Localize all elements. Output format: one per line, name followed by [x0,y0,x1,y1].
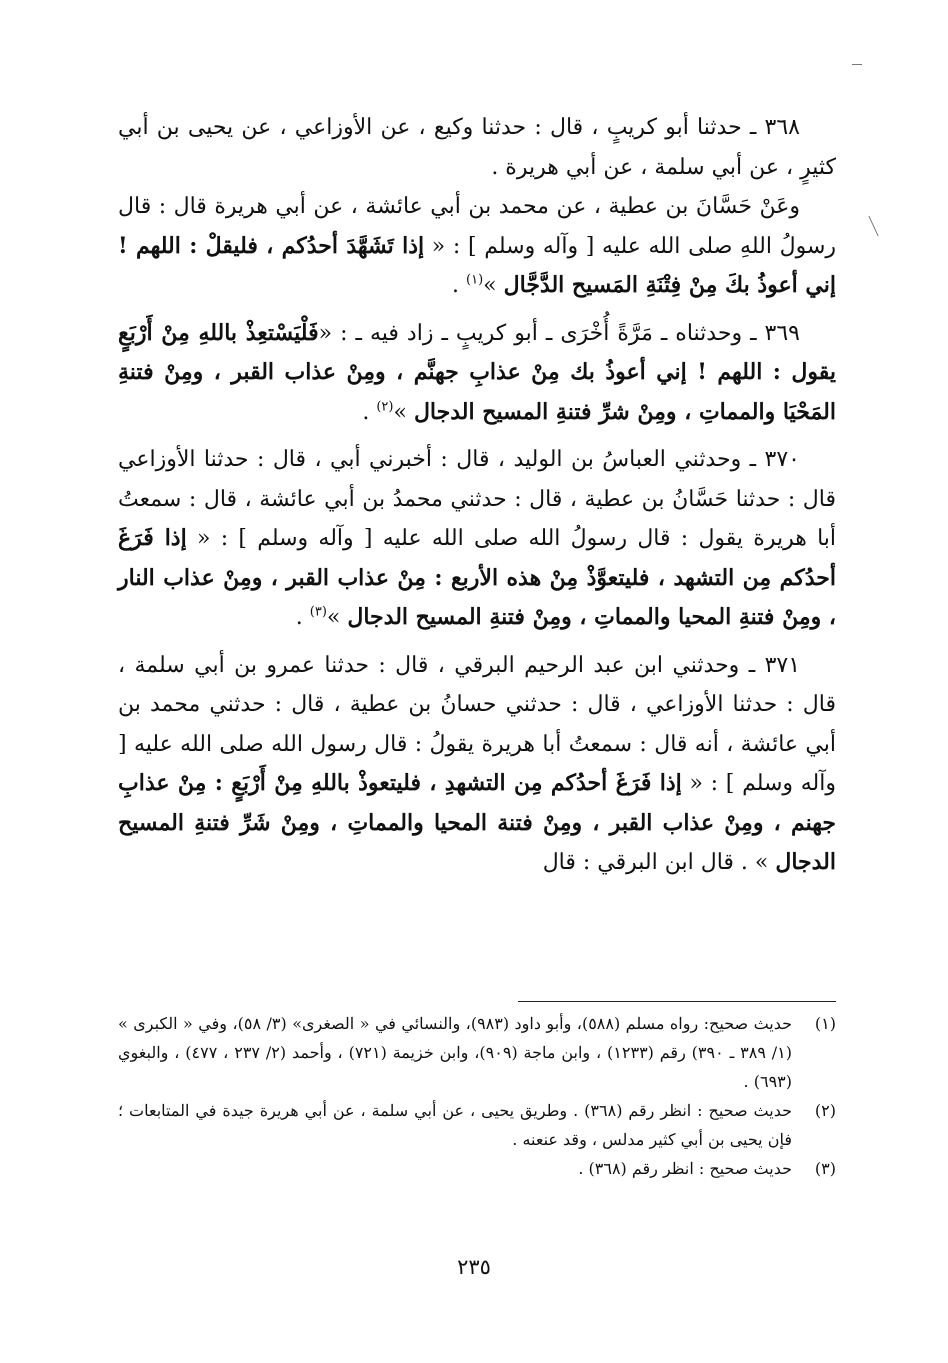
narration-text: ٣٧١ ـ وحدثني ابن عبد الرحيم البرقي ، قال : حدثنا عمرو بن أبي سلمة ، قال : حدثنا الأوزاعي ، قال : حدثني حسانُ بن عطية ، قال : حدثني محمد بن أبي عائشة ، أنه قال : سمعتُ أبا هريرة يقولُ : قال رسول الله صلى الله عليه [ وآله وسلم ] : « [118,652,836,796]
hadith-paragraph [118,314,836,433]
footnote-text: حديث صحيح : انظر رقم (٣٦٨) . وطريق يحيى ، عن أبي سلمة ، عن أبي هريرة جيدة في المتابعات ؛ فإن يحيى بن أبي كثير مدلس ، وقد عنعنه . [118,1101,793,1149]
page-number: ٢٣٥ [457,1255,491,1279]
hadith-paragraph [118,187,836,306]
narration-text: » [483,273,504,298]
footnote-divider [518,1001,836,1002]
footnote-reference: (١) [466,272,484,288]
hadith-quote: إذا فَرَغَ أحدُكم مِن التشهدِ ، فليتعوذْ باللهِ مِنْ أَرْبَعٍ : مِنْ عذابِ جهنم ، ومِنْ عذاب القبر ، ومِنْ فتنة المحيا والمماتِ ، ومِنْ شَرِّ فتنةِ المسيح الدجال [118,770,836,875]
narration-text: ٣٧٠ ـ وحدثني العباسُ بن الوليد ، قال : أخبرني أبي ، قال : حدثنا الأوزاعي قال : حدثنا حَسَّانُ بن عطية ، قال : حدثني محمدُ بن أبي عائشة ، قال : سمعتُ أبا هريرة يقول : قال رسولُ الله صلى الله عليه [ وآله وسلم ] : « [118,447,837,551]
hadith-paragraph [118,108,836,187]
narration-text: » [326,605,348,630]
footnote [118,1009,836,1096]
footnotes [118,1009,836,1183]
footnote-text: حديث صحيح : انظر رقم (٣٦٨) . [578,1159,792,1178]
narration-text: ٣٦٨ ـ حدثنا أبو كريبٍ ، قال : حدثنا وكيع ، عن الأوزاعي ، عن يحيى بن أبي كثيرٍ ، عن أبي سلمة ، عن أبي هريرة . [118,115,836,180]
narration-text: ٣٦٩ ـ وحدثناه ـ مَرَّةً أُخْرَى ـ أبو كريبٍ ـ زاد فيه ـ : « [318,320,800,346]
hadith-paragraph [118,440,836,638]
footnote-number: (١) [814,1014,836,1033]
footnote-reference: (٣) [309,604,327,620]
hadith-paragraph [118,646,836,883]
footnote [118,1096,836,1154]
footnote [118,1154,836,1183]
scan-mark [868,216,878,236]
scan-mark [852,64,862,65]
narration-text: » . قال ابن البرقي : قال [542,850,776,875]
narration-text: . [452,273,467,298]
narration-text: » [393,399,414,425]
hadith-quote: فَلْيَسْتعِذْ باللهِ مِنْ أَرْبَعٍ يقول : اللهم ! إني أعوذُ بك مِنْ عذابِ جهنَّم ، ومِنْ عذاب القبر ، ومِنْ فتنةِ المَحْيَا والمماتِ ، ومِنْ شرِّ فتنةِ المسيح الدجال [118,319,836,425]
footnote-number: (٢) [814,1101,836,1120]
footnote-number: (٣) [814,1159,836,1178]
main-text [118,108,836,883]
footnote-text: حديث صحيح: رواه مسلم (٥٨٨)، وأبو داود (٩٨٣)، والنسائي في « الصغرى» (٣/ ٥٨)، وفي « الكبرى » (١/ ٣٨٩ ـ ٣٩٠) رقم (١٢٣٣) ، وابن ماجة (٩٠٩)، وابن خزيمة (٧٢١) ، وأحمد (٢/ ٢٣٧ ، ٤٧٧) ، والبغوي (٦٩٣) . [118,1014,793,1091]
narration-text: وعَنْ حَسَّانَ بن عطية ، عن محمد بن أبي عائشة ، عن أبي هريرة قال : قال رسولُ اللهِ صلى الله عليه [ وآله وسلم ] : « [118,194,836,259]
hadith-quote: إذا تَشَهَّدَ أحدُكم ، فليقلْ : اللهم ! إني أعوذُ بكَ مِنْ فِتْنَةِ المَسيح الدَّجَّال [118,232,836,298]
hadith-quote: إذا فَرَغَ أحدُكم مِن التشهد ، فليتعوَّذْ مِنْ هذه الأربع : مِنْ عذاب القبر ، ومِنْ عذاب النار ، ومِنْ فتنةِ المحيا والمماتِ ، ومِنْ فتنةِ المسيح الدجال [118,525,836,630]
footnote-reference: (٢) [376,399,394,415]
narration-text: . [362,399,377,425]
narration-text: . [295,605,310,630]
